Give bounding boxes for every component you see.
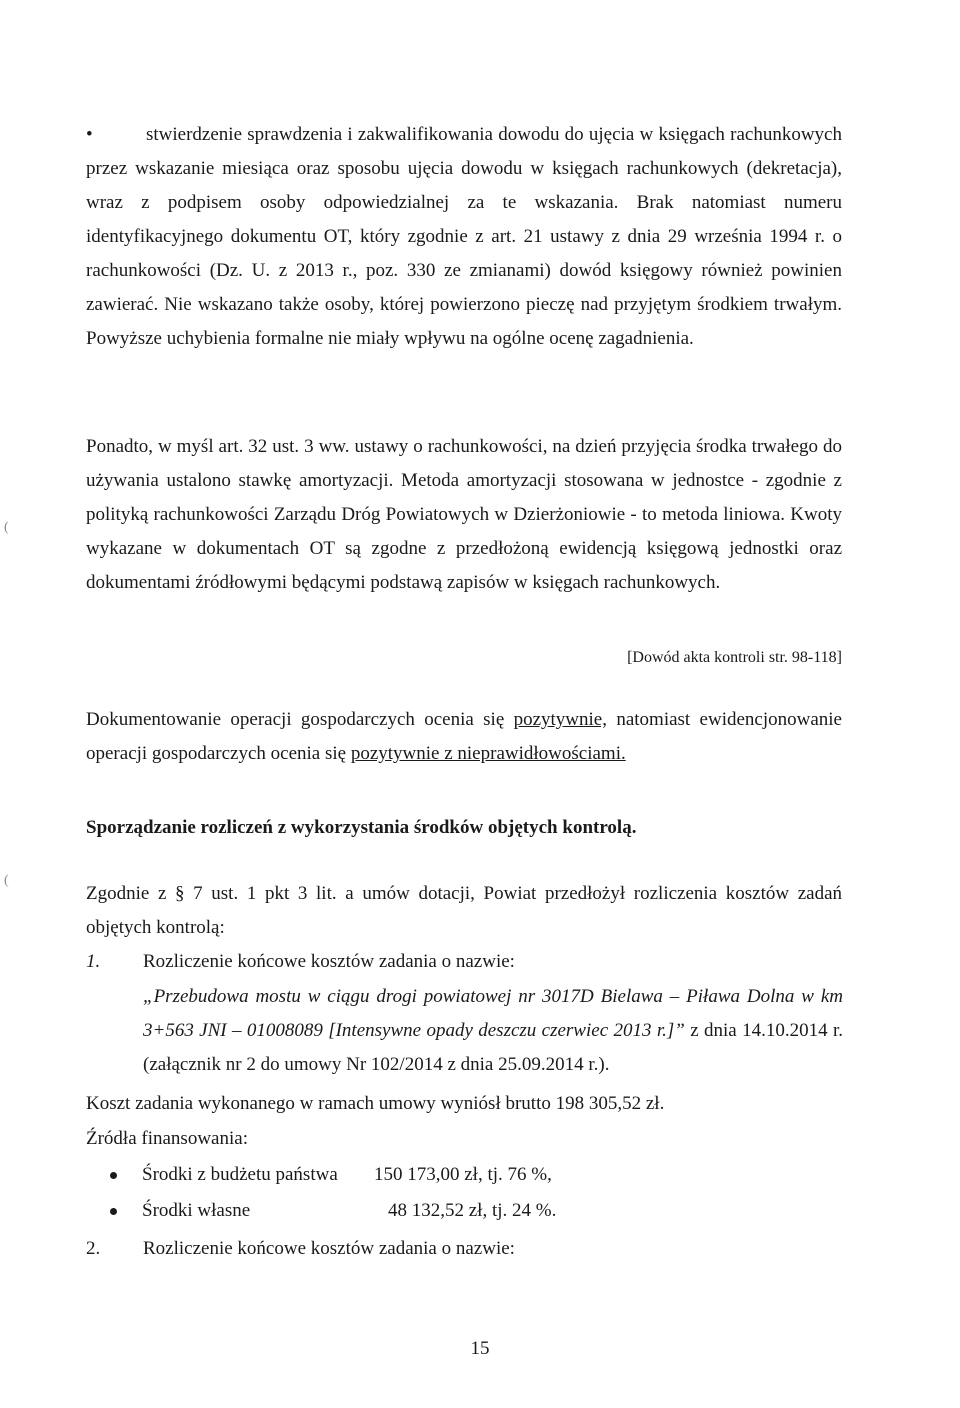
funding-source-amount: 150 173,00 zł, tj. 76 %, (374, 1164, 552, 1185)
page-number: 15 (470, 1338, 490, 1359)
task-name-quote (143, 980, 843, 1082)
bullet-icon (110, 1172, 117, 1179)
paragraph-assessment (86, 703, 842, 771)
paragraph-settlements-intro: Zgodnie z § 7 ust. 1 pkt 3 lit. a umów dotacji, Powiat przedłożył rozliczenia kosztów zadań objętych kontrolą: (86, 883, 842, 938)
item-number: 1. (86, 951, 101, 972)
margin-mark: ( (4, 873, 9, 888)
assessment-text: natomiast ewidencjonowanie operacji gospodarczych ocenia się (86, 709, 842, 764)
paragraph-text: stwierdzenie sprawdzenia i zakwalifikowania dowodu do ujęcia w księgach rachunkowych przez wskazanie miesiąca oraz sposobu ujęcia dowodu w księgach rachunkowych (dekretacja), wraz z podpisem osoby odpowiedzialnej za te wskazania. Brak natomiast numeru identyfikacyjnego dokumentu OT, który zgodnie z art. 21 ustawy z dnia 29 września 1994 r. o rachunkowości (Dz. U. z 2013 r., poz. 330 ze zmianami) dowód księgowy również powinien zawierać. Nie wskazano także osoby, której powierzono pieczę nad przyjętym środkiem trwałym. Powyższe uchybienia formalne nie miały wpływu na ogólne ocenę zagadnienia. (86, 124, 842, 349)
assessment-text: Dokumentowanie operacji gospodarczych ocenia się (86, 709, 514, 730)
cost-line: Koszt zadania wykonanego w ramach umowy wyniósł brutto 198 305,52 zł. (86, 1093, 665, 1114)
margin-mark: ( (4, 520, 9, 535)
funding-label: Źródła finansowania: (86, 1128, 248, 1149)
assessment-rating-positive: pozytywnie, (513, 709, 607, 730)
evidence-reference: [Dowód akta kontroli str. 98-118] (627, 649, 842, 666)
item-label: Rozliczenie końcowe kosztów zadania o nazwie: (143, 1238, 515, 1259)
bullet-icon: • (86, 124, 93, 145)
funding-source-label: Środki z budżetu państwa (142, 1164, 338, 1185)
task-name-italic: „Przebudowa mostu w ciągu drogi powiatowej nr 3017D Bielawa – Piława Dolna w km 3+563 JNI – 01008089 [Intensywne opady deszczu czerwiec 2013 r.]” (143, 986, 843, 1041)
funding-source-amount: 48 132,52 zł, tj. 24 %. (388, 1200, 557, 1221)
section-heading: Sporządzanie rozliczeń z wykorzystania środków objętych kontrolą. (86, 817, 637, 838)
bullet-icon (110, 1208, 117, 1215)
funding-source-label: Środki własne (142, 1200, 251, 1221)
item-number: 2. (86, 1238, 101, 1259)
assessment-rating-irregular: pozytywnie z nieprawidłowościami. (350, 743, 626, 764)
item-label: Rozliczenie końcowe kosztów zadania o nazwie: (143, 951, 515, 972)
paragraph-amortization: Ponadto, w myśl art. 32 ust. 3 ww. ustawy o rachunkowości, na dzień przyjęcia środka trwałego do używania ustalono stawkę amortyzacji. Metoda amortyzacji stosowana w jednostce - zgodnie z polityką rachunkowości Zarządu Dróg Powiatowych w Dzierżoniowie - to metoda liniowa. Kwoty wykazane w dokumentach OT są zgodne z przedłożoną ewidencją księgową jednostki oraz dokumentami źródłowymi będącymi podstawą zapisów w księgach rachunkowych. (86, 436, 842, 593)
task-name-date: z dnia 14.10.2014 r. (załącznik nr 2 do umowy Nr 102/2014 z dnia 25.09.2014 r.). (143, 1020, 843, 1075)
paragraph-verification (86, 118, 842, 356)
